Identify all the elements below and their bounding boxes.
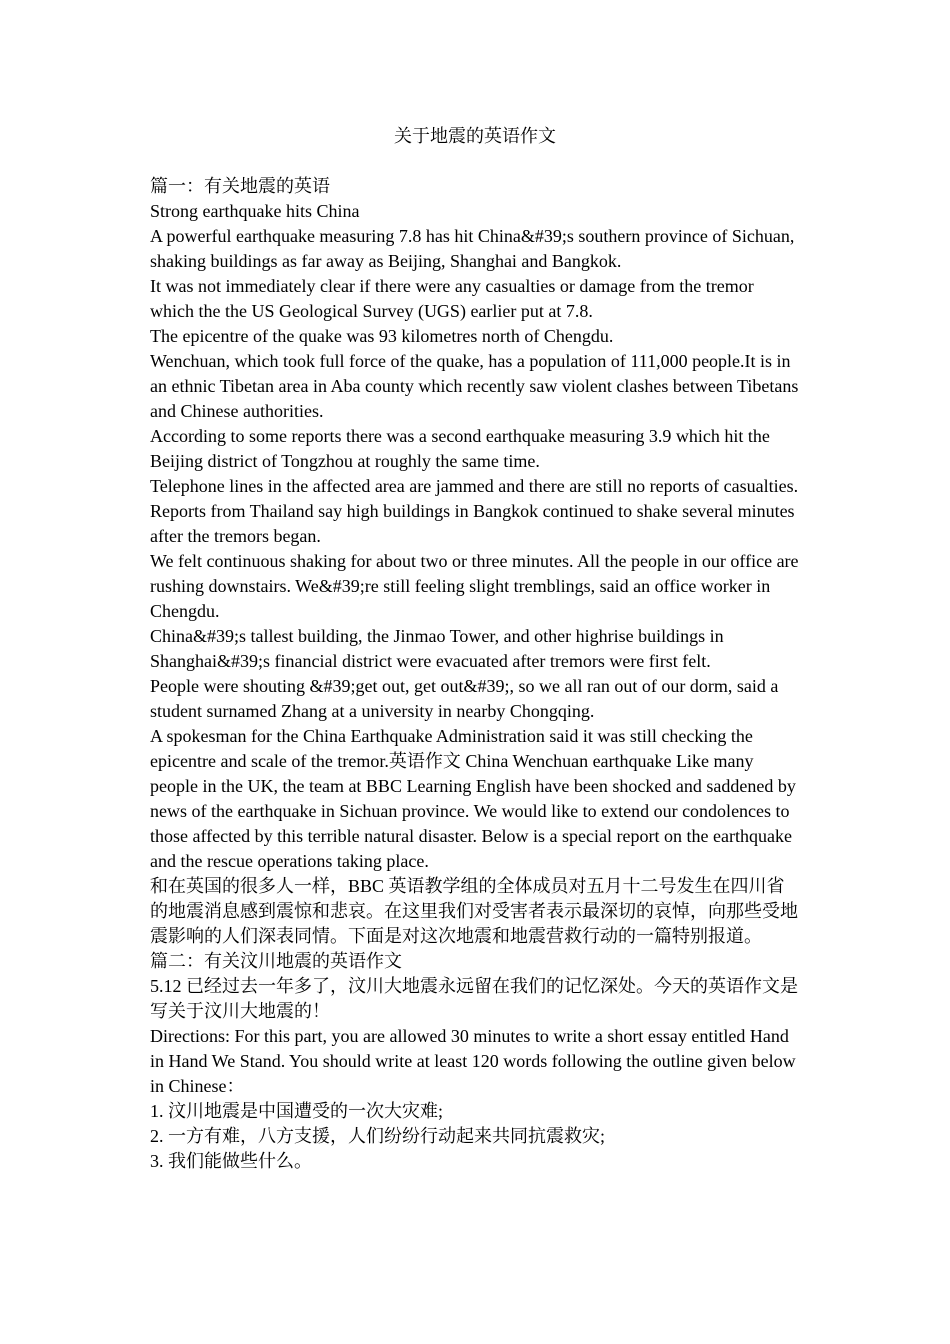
paragraph: Reports from Thailand say high buildings in Bangkok continued to shake several minutes after the tremors began. [150,501,795,546]
directions-paragraph: Directions: For this part, you are allowed 30 minutes to write a short essay entitled Hand in Hand We Stand. You should write at least 120 words following the outline given below in Chinese： [150,1026,796,1096]
paragraph: According to some reports there was a second earthquake measuring 3.9 which hit the Beijing district of Tongzhou at roughly the same time. [150,426,770,471]
chinese-paragraph: 5.12 已经过去一年多了，汶川大地震永远留在我们的记忆深处。今天的英语作文是写关于汶川大地震的！ [150,976,798,1021]
paragraph: A powerful earthquake measuring 7.8 has hit China&#39;s southern province of Sichuan, shaking buildings as far away as Beijing, Shanghai and Bangkok. [150,226,795,271]
chinese-paragraph: 和在英国的很多人一样，BBC 英语教学组的全体成员对五月十二号发生在四川省的地震消息感到震惊和悲哀。在这里我们对受害者表示最深切的哀悼，向那些受地震影响的人们深表同情。下面是对这次地震和地震营救行动的一篇特别报道。 [150,876,798,946]
outline-item-3: 3. 我们能做些什么。 [150,1151,312,1171]
paragraph: China&#39;s tallest building, the Jinmao Tower, and other highrise buildings in Shanghai&#39;s financial district were evacuated after tremors were first felt. [150,626,724,671]
paragraph: Telephone lines in the affected area are jammed and there are still no reports of casualties. [150,476,799,496]
document-body [150,174,800,1174]
document-title: 关于地震的英语作文 [394,126,556,147]
article-headline: Strong earthquake hits China [150,201,360,221]
paragraph: A spokesman for the China Earthquake Administration said it was still checking the epicentre and scale of the tremor.英语作文 China Wenchuan earthquake Like many people in the UK, the team at BBC Learning English have been shocked and saddened by news of the earthquake in Sichuan province. We would like to extend our condolences to those affected by this terrible natural disaster. Below is a special report on the earthquake and the rescue operations taking place. [150,726,796,871]
paragraph: We felt continuous shaking for about two or three minutes. All the people in our office are rushing downstairs. We&#39;re still feeling slight tremblings, said an office worker in Chengdu. [150,551,799,621]
section-heading-2: 篇二：有关汶川地震的英语作文 [150,951,402,971]
outline-item-2: 2. 一方有难，八方支援，人们纷纷行动起来共同抗震救灾; [150,1126,605,1146]
paragraph: People were shouting &#39;get out, get out&#39;, so we all ran out of our dorm, said a student surnamed Zhang at a university in nearby Chongqing. [150,676,779,721]
section-heading-1: 篇一：有关地震的英语 [150,176,330,196]
paragraph: Wenchuan, which took full force of the quake, has a population of 111,000 people.It is in an ethnic Tibetan area in Aba county which recently saw violent clashes between Tibetans and Chinese authorities. [150,351,799,421]
paragraph: The epicentre of the quake was 93 kilometres north of Chengdu. [150,326,614,346]
paragraph: It was not immediately clear if there were any casualties or damage from the tremor which the the US Geological Survey (UGS) earlier put at 7.8. [150,276,754,321]
outline-item-1: 1. 汶川地震是中国遭受的一次大灾难; [150,1101,443,1121]
